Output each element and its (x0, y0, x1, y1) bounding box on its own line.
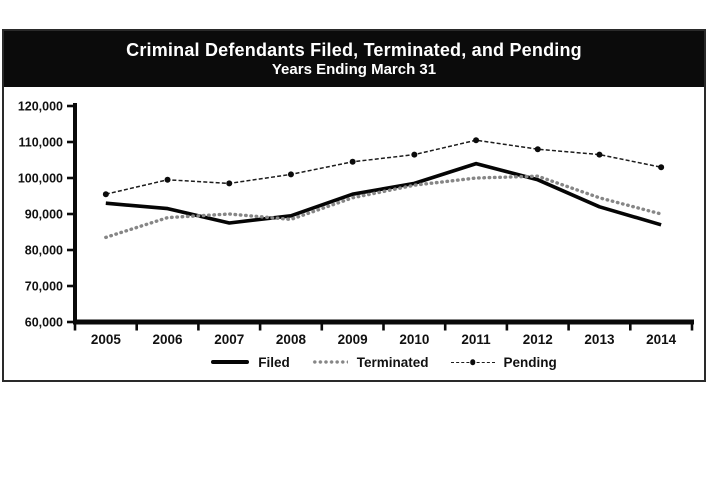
chart-legend (74, 350, 694, 374)
y-tick-label: 90,000 (24, 207, 63, 222)
chart-figure (2, 29, 706, 382)
chart-subtitle: Years Ending March 31 (271, 61, 437, 78)
x-tick-label: 2011 (461, 332, 491, 347)
pending-data-marker (535, 146, 541, 152)
filed-line-swatch-icon (211, 360, 249, 364)
x-tick-label: 2008 (275, 332, 306, 347)
x-tick-label: 2006 (152, 332, 183, 347)
chart-title-banner (4, 31, 704, 87)
x-tick-label: 2009 (337, 332, 368, 347)
series-line-pending (106, 140, 661, 194)
legend-label-pending: Pending (503, 354, 557, 370)
pending-data-marker (596, 152, 602, 158)
x-tick-label: 2013 (584, 332, 615, 347)
chart-canvas (4, 87, 704, 380)
pending-data-marker (658, 164, 664, 170)
y-tick-label: 100,000 (17, 171, 63, 186)
y-tick-label: 60,000 (24, 315, 63, 330)
pending-data-marker (411, 152, 417, 158)
y-tick-label: 80,000 (24, 243, 63, 258)
x-tick-label: 2014 (646, 332, 677, 347)
y-tick-label: 110,000 (18, 135, 63, 150)
pending-data-marker (473, 137, 479, 143)
pending-data-marker (226, 180, 232, 186)
pending-dashdot-swatch-icon (451, 359, 495, 365)
series-line-terminated (106, 176, 661, 237)
y-tick-label: 120,000 (17, 99, 63, 114)
plot-area (4, 87, 704, 380)
legend-label-filed: Filed (258, 354, 290, 370)
pending-marker-dot (470, 359, 476, 365)
pending-data-marker (350, 159, 356, 165)
x-tick-label: 2005 (90, 332, 121, 347)
legend-label-terminated: Terminated (356, 354, 429, 370)
terminated-dotted-swatch-icon (312, 360, 348, 364)
pending-data-marker (103, 191, 109, 197)
y-tick-label: 70,000 (24, 279, 63, 294)
x-tick-label: 2010 (399, 332, 430, 347)
x-tick-label: 2012 (522, 332, 553, 347)
legend-item-pending (451, 355, 557, 370)
legend-item-terminated (312, 355, 429, 370)
pending-data-marker (165, 177, 171, 183)
chart-title: Criminal Defendants Filed, Terminated, and Pending (126, 40, 582, 60)
pending-data-marker (288, 171, 294, 177)
legend-item-filed (211, 355, 290, 370)
x-tick-label: 2007 (214, 332, 245, 347)
